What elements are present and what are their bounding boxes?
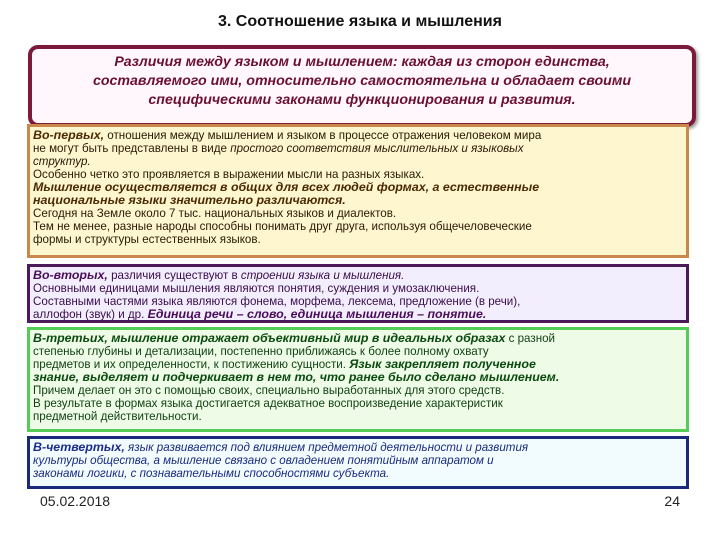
text-segment: Единица речи – слово, единица мышления – понятие. (147, 307, 487, 321)
text-segment: язык развивается под влиянием предметной деятельности и развития (124, 441, 529, 454)
lead-line: специфическими законами функционирования и развития. (148, 92, 576, 108)
text-segment: аллофон (звук) и др. (33, 308, 148, 321)
text-segment: Тем не менее, разные народы способны понимать друг друга, используя общечеловеческие (33, 220, 532, 233)
text-segment: строении языка и мышления. (240, 269, 405, 282)
text-segment: В-третьих, мышление отражает объективный мир в идеальных образах (33, 331, 506, 345)
text-segment: предметов и их определенности, к постижению сущности. (33, 358, 350, 371)
text-line (33, 371, 683, 384)
text-line (33, 207, 683, 220)
text-segment: не могут быть представлены в виде (33, 142, 231, 155)
text-segment: национальные языки значительно различаются. (33, 193, 346, 207)
lead-line: составляемого ими, относительно самостоятельна и обладает своими (92, 73, 631, 89)
box-first (27, 124, 689, 258)
lead-box (28, 45, 696, 127)
text-segment: Сегодня на Земле около 7 тыс. национальных языков и диалектов. (33, 207, 397, 220)
text-segment: В-четвертых, (33, 440, 125, 454)
text-segment: В результате в формах языка достигается адекватное воспроизведение характеристик (33, 397, 503, 410)
lead-line: Различия между языком и мышлением: каждая из сторон единства, (114, 54, 610, 70)
text-line (33, 220, 683, 233)
text-segment: Причем делает он это с помощью своих, специально выработанных для этого средств. (33, 384, 505, 397)
text-segment: различия существуют в (107, 269, 241, 282)
text-line (33, 467, 683, 480)
text-line (33, 308, 683, 321)
text-segment: знание, выделяет и подчеркивает в нем то, что ранее было сделано мышлением. (33, 370, 560, 384)
text-segment: Особенно четко это проявляется в выражении мысли на разных языках. (33, 168, 425, 181)
text-segment: предметной действительности. (33, 410, 202, 423)
text-segment: структур. (33, 155, 91, 168)
text-line (33, 441, 683, 454)
text-segment: законами логики, с познавательными способностями субъекта. (33, 467, 390, 480)
text-line (33, 129, 683, 142)
text-segment: степенью глубины и детализации, постепенно приближаясь к более полному охвату (33, 345, 489, 358)
slide-title: 3. Соотношение языка и мышления (218, 13, 502, 30)
text-segment: Основными единицами мышления являются понятия, суждения и умозаключения. (33, 282, 480, 295)
text-segment: Язык закрепляет полученное (349, 357, 536, 371)
text-segment: формы и структуры естественных языков. (33, 233, 261, 246)
box-third (27, 327, 689, 432)
text-line (33, 397, 683, 410)
text-segment: культуры общества, а мышление связано с овладением понятийным аппаратом и (33, 454, 494, 467)
text-segment: простого соответствия мыслительных и языковых (230, 142, 524, 155)
text-segment: с разной (505, 332, 556, 345)
text-line (33, 233, 683, 246)
text-line (33, 410, 683, 423)
text-segment: Мышление осуществляется в общих для всех людей формах, а естественные (33, 180, 540, 194)
text-line (33, 269, 683, 282)
text-line (33, 454, 683, 467)
slide-date: 05.02.2018 (40, 493, 111, 509)
text-line (33, 332, 683, 345)
text-line (33, 384, 683, 397)
text-line (33, 142, 683, 155)
text-segment: Составными частями языка являются фонема, морфема, лексема, предложение (в речи), (33, 295, 521, 308)
text-line (33, 155, 683, 168)
text-segment: отношения между мышлением и языком в процессе отражения человеком мира (104, 129, 542, 142)
box-second (27, 264, 689, 323)
text-segment: Во-первых, (33, 128, 105, 142)
text-segment: Во-вторых, (33, 268, 108, 282)
box-fourth (27, 436, 689, 489)
slide-number: 24 (664, 493, 680, 509)
text-line (33, 194, 683, 207)
text-line (33, 282, 683, 295)
